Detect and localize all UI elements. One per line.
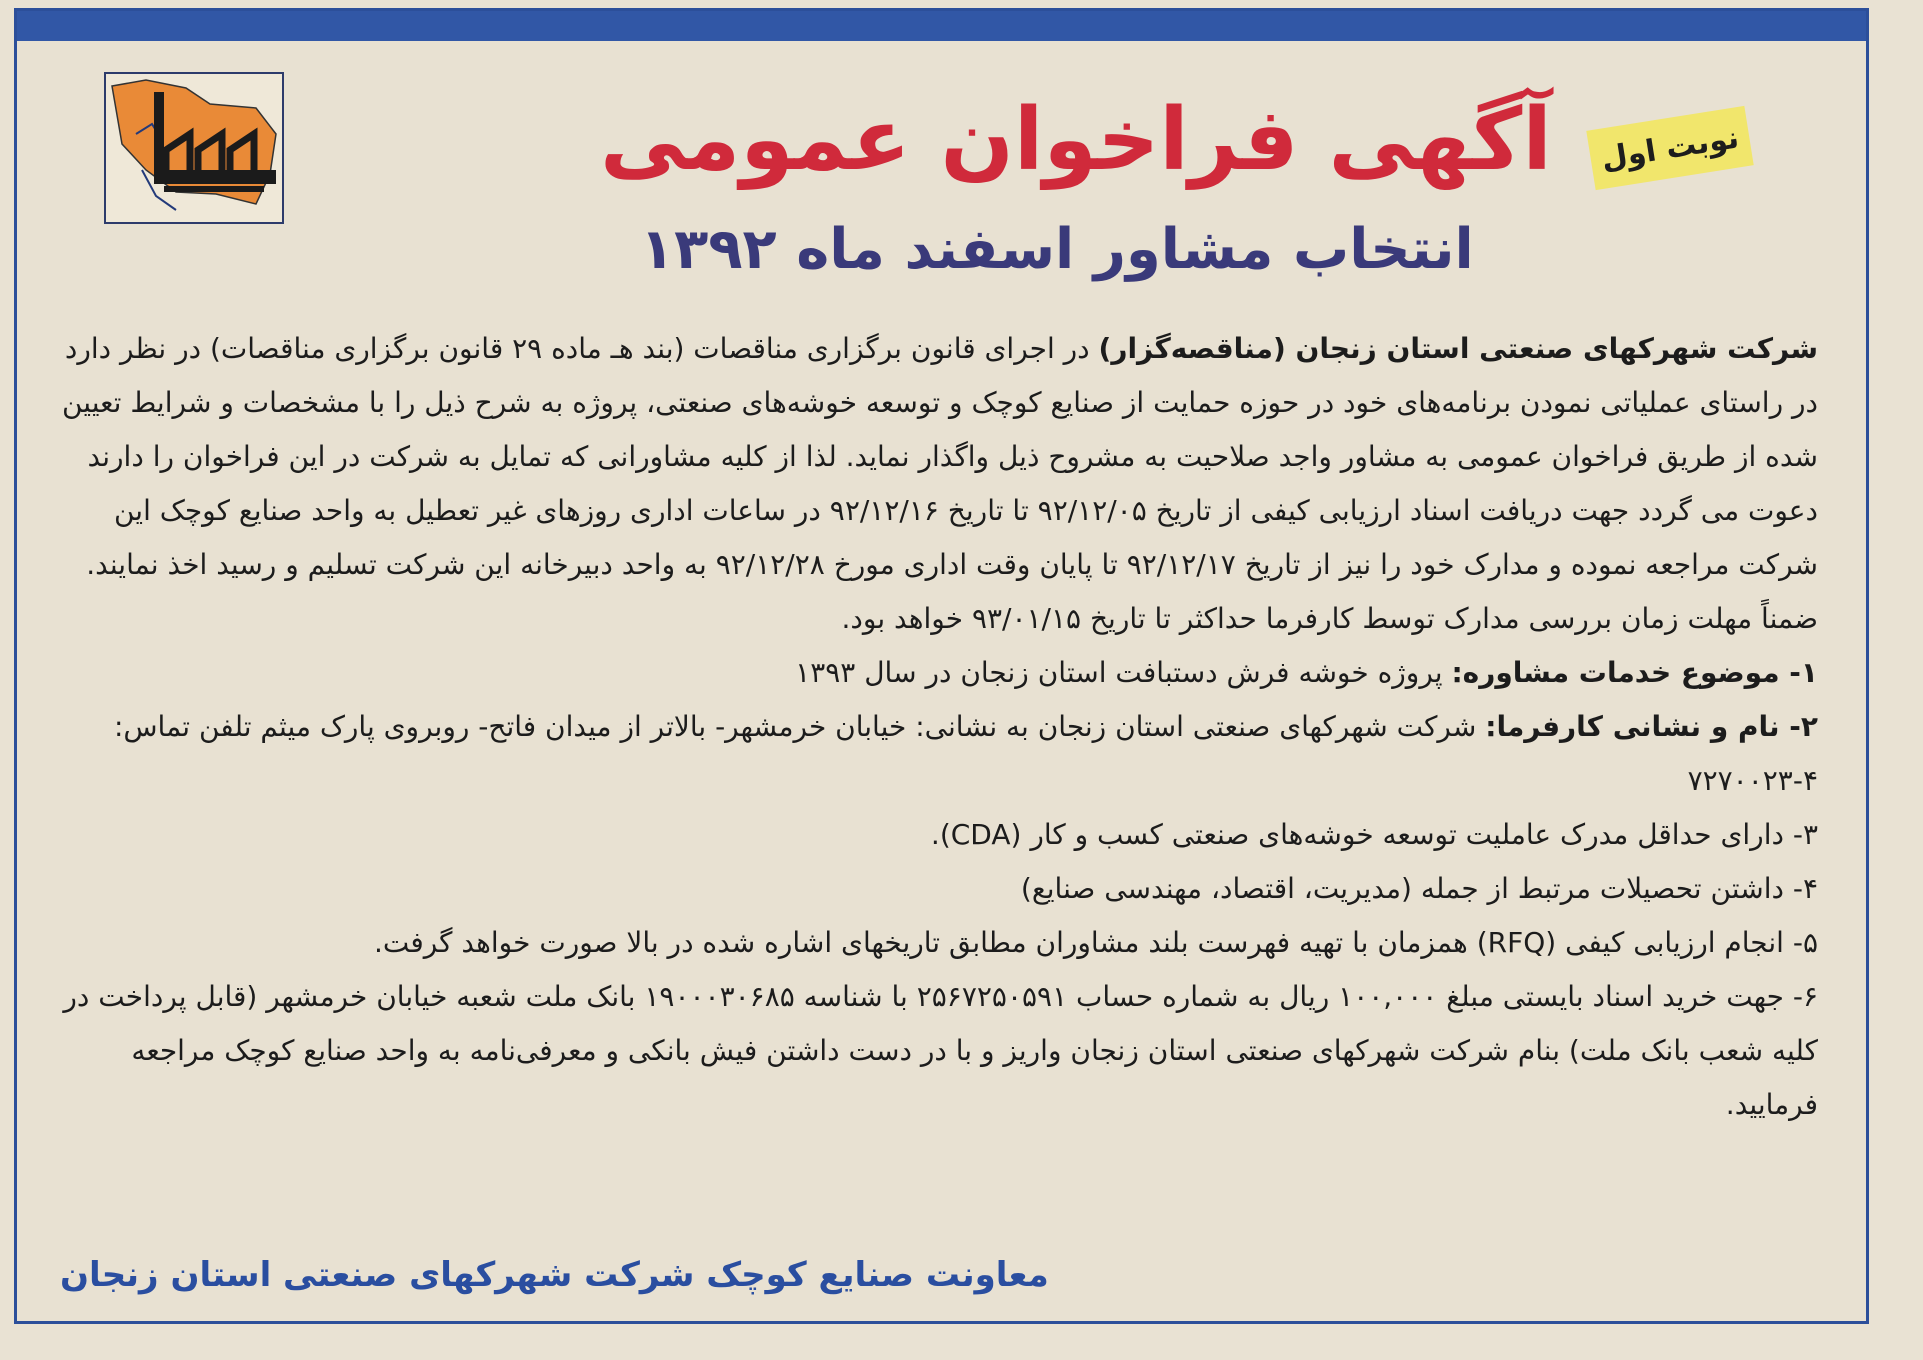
list-item: ۴- داشتن تحصیلات مرتبط از جمله (مدیریت، اقتصاد، مهندسی صنایع) [1020, 872, 1818, 905]
iran-map-factory-logo-icon [106, 74, 282, 222]
list-item: ۵- انجام ارزیابی کیفی (RFQ) همزمان با تهیه فهرست بلند مشاوران مطابق تاریخهای اشاره شده در بالا صورت خواهد گرفت. [373, 926, 1818, 959]
list-item: ۶- جهت خرید اسناد بایستی مبلغ ۱۰۰,۰۰۰ ریال به شماره حساب ۲۵۶۷۲۵۰۵۹۱ با شناسه ۱۹۰۰۰۳۰۶۸۵ بانک ملت شعبه خیابان خرمشهر (قابل پرداخت در کلیه شعب بانک ملت) بنام شرکت شهرکهای صنعتی استان زنجان واریز و با در دست داشتن فیش بانکی و معرفی‌نامه به واحد صنایع کوچک مراجعه فرمایید. [63, 980, 1818, 1121]
notice-subtitle: انتخاب مشاور اسفند ماه ۱۳۹۲ [640, 217, 1474, 282]
notice-body [60, 322, 1818, 1222]
intro-text: در اجرای قانون برگزاری مناقصات (بند هـ ماده ۲۹ قانون برگزاری مناقصات) در نظر دارد در راستای عملیاتی نمودن برنامه‌های خود در حوزه حمایت از صنایع کوچک و توسعه خوشه‌های صنعتی، پروژه به شرح ذیل را با مشخصات و شرایط تعیین شده از طریق فراخوان عمومی به مشاور واجد صلاحیت به مشروح ذیل واگذار نماید. لذا از کلیه مشاورانی که تمایل به شرکت در این فراخوان را دارند دعوت می گردد جهت دریافت اسناد ارزیابی کیفی از تاریخ ۹۲/۱۲/۰۵ تا تاریخ ۹۲/۱۲/۱۶ در ساعات اداری روزهای غیر تعطیل به واحد صنایع کوچک این شرکت مراجعه نموده و مدارک خود را نیز از تاریخ ۹۲/۱۲/۱۷ تا پایان وقت اداری مورخ ۹۲/۱۲/۲۸ به واحد دبیرخانه این شرکت تسلیم و رسید اخذ نمایند. ضمناً مهلت زمان بررسی مدارک توسط کارفرما حداکثر تا تاریخ ۹۳/۰۱/۱۵ خواهد بود. [61, 332, 1818, 635]
intro-paragraph [60, 322, 1818, 646]
intro-org-name: شرکت شهرکهای صنعتی استان زنجان (مناقصه‌گزار) [1098, 332, 1818, 365]
list-item: ۲- نام و نشانی کارفرما: شرکت شهرکهای صنعتی استان زنجان به نشانی: خیابان خرمشهر- بالاتر از میدان فاتح- روبروی پارک میثم تلفن تماس: ۴-۷۲۷۰۰۲۳ [113, 710, 1818, 797]
issuer-signature: معاونت صنایع کوچک شرکت شهرکهای صنعتی استان زنجان [60, 1255, 1049, 1295]
publication-round-badge: نوبت اول [1586, 106, 1753, 190]
list-item: ۱- موضوع خدمات مشاوره: پروژه خوشه فرش دستبافت استان زنجان در سال ۱۳۹۳ [795, 656, 1818, 689]
list-item: ۳- دارای حداقل مدرک عاملیت توسعه خوشه‌های صنعتی کسب و کار (CDA). [930, 818, 1818, 851]
notice-title: آگهی فراخوان عمومی [600, 90, 1552, 190]
company-logo [104, 72, 284, 224]
top-bar [17, 11, 1866, 41]
